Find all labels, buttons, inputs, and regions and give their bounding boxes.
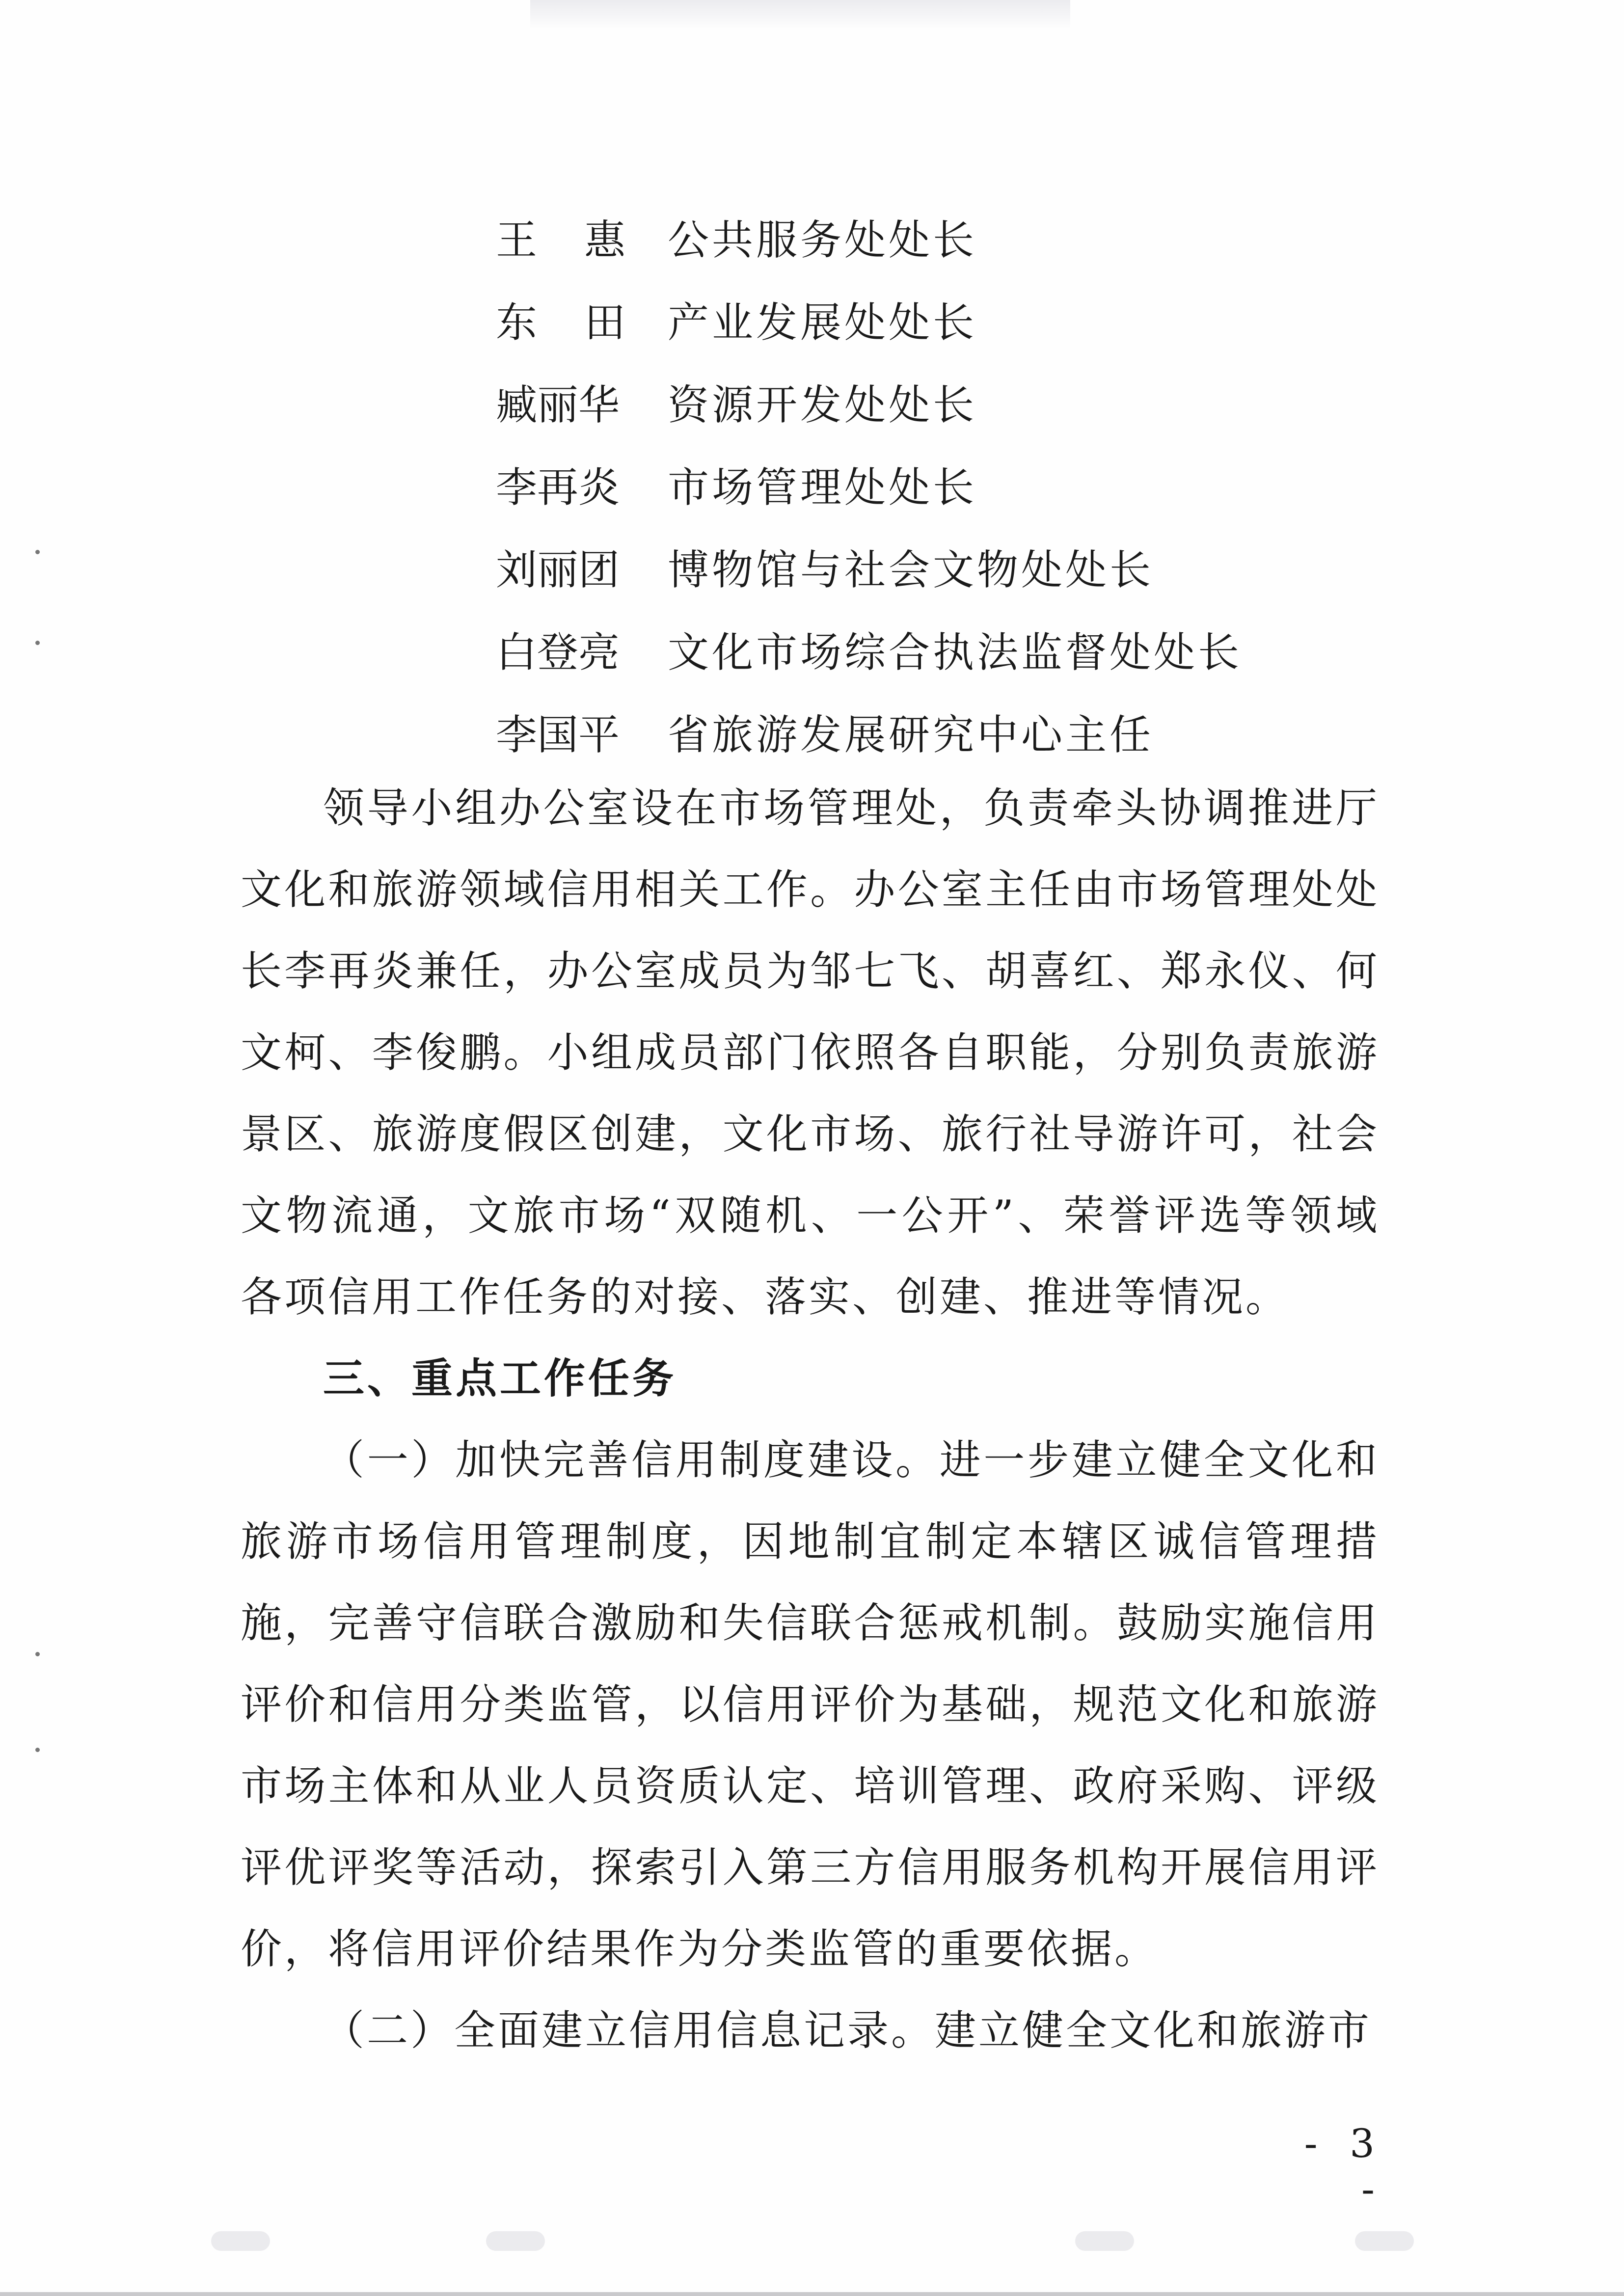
member-name: 李再炎 — [496, 463, 620, 512]
member-title: 省旅游发展研究中心主任 — [668, 711, 1154, 759]
task-paragraph-1: （一）加快完善信用制度建设。进一步建立健全文化和旅游市场信用管理制度，因地制宜制定本辖区诚信管理措施，完善守信联合激励和失信联合惩戒机制。鼓励实施信用评价和信用分类监管，以信用评价为基础，规范文化和旅游市场主体和从业人员资质认定、培训管理、政府采购、评级评优评奖等活动，探索引入第三方信用服务机构开展信用评价，将信用评价结果作为分类监管的重要依据。 — [241, 1436, 1380, 1973]
binding-hole-mark — [35, 1748, 40, 1752]
scan-shadow — [530, 0, 1070, 29]
member-row — [496, 611, 1380, 694]
member-row — [496, 199, 1380, 281]
member-title: 公共服务处处长 — [668, 216, 977, 264]
member-row — [496, 529, 1380, 611]
task-paragraph-2: （二）全面建立信用信息记录。建立健全文化和旅游市 — [323, 2006, 1372, 2054]
member-name: 王惠 — [496, 216, 673, 264]
member-name: 白登亮 — [496, 628, 620, 676]
binding-hole-mark — [35, 641, 40, 645]
member-name: 刘丽团 — [496, 546, 620, 594]
binding-hole-mark — [35, 1652, 40, 1656]
member-name: 臧丽华 — [496, 381, 620, 429]
member-title: 产业发展处处长 — [668, 298, 977, 347]
member-row — [496, 281, 1380, 364]
member-name: 李国平 — [496, 711, 620, 759]
member-row — [496, 694, 1380, 776]
member-title: 文化市场综合执法监督处处长 — [668, 628, 1243, 676]
binding-hole-mark — [35, 550, 40, 554]
member-row — [496, 446, 1380, 529]
office-paragraph: 领导小组办公室设在市场管理处，负责牵头协调推进厅文化和旅游领域信用相关工作。办公室主任由市场管理处处长李再炎兼任，办公室成员为邹七飞、胡喜红、郑永仪、何文柯、李俊鹏。小组成员部门依照各自职能，分别负责旅游景区、旅游度假区创建，文化市场、旅行社导游许可，社会文物流通，文旅市场“双随机、一公开”、荣誉评选等领域各项信用工作任务的对接、落实、创建、推进等情况。 — [241, 784, 1380, 1321]
scan-smudge — [1075, 2231, 1134, 2251]
page-number: - 3 - — [1304, 2121, 1384, 2212]
scan-smudge — [486, 2231, 545, 2251]
body-text — [241, 767, 1380, 2071]
section-heading: 三、重点工作任务 — [323, 1354, 677, 1403]
scan-bottom-edge — [0, 2292, 1624, 2296]
scan-smudge — [211, 2231, 270, 2251]
member-row — [496, 364, 1380, 446]
member-title: 市场管理处处长 — [668, 463, 977, 512]
scan-smudge — [1355, 2231, 1414, 2251]
member-title: 博物馆与社会文物处处长 — [668, 546, 1154, 594]
member-title: 资源开发处处长 — [668, 381, 977, 429]
member-name: 东田 — [496, 298, 673, 347]
member-list — [496, 199, 1380, 776]
